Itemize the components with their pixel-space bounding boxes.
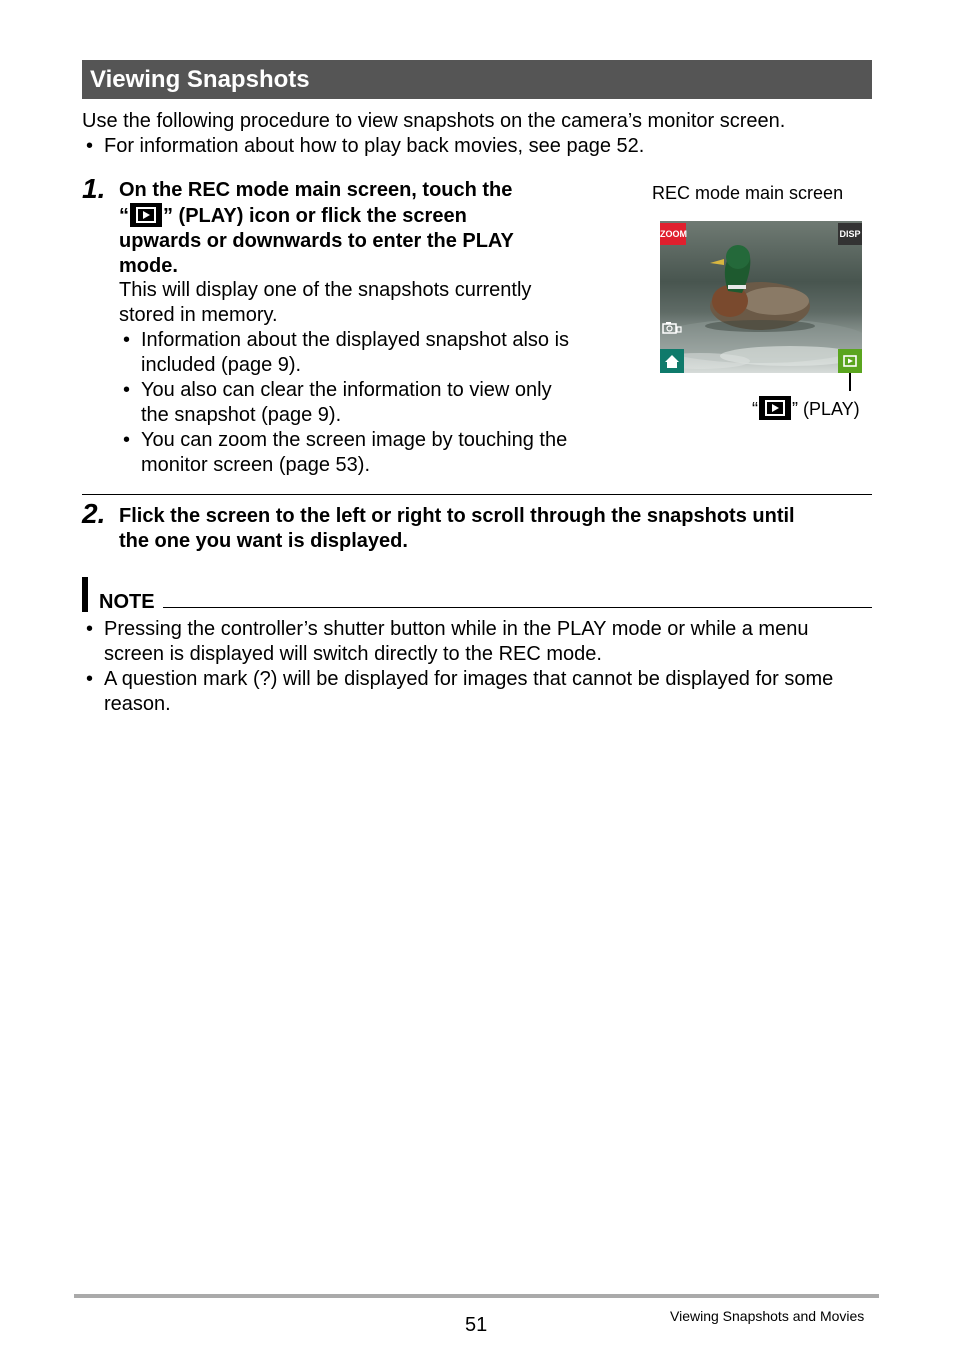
play-icon [130,203,162,227]
bullet-dot: • [123,429,131,451]
footer-chapter: Viewing Snapshots and Movies [670,1308,865,1324]
section-header [82,60,872,99]
step1-bullet-3-line2: monitor screen (page 53). [141,454,371,476]
note-bullet-1-line2: screen is displayed will switch directly to the REC mode. [104,643,602,665]
camera-settings-icon[interactable] [662,321,682,335]
step1-title-line1: On the REC mode main screen, touch the [119,179,513,201]
home-icon [660,349,684,373]
callout-text: ” (PLAY) [792,399,860,419]
step1-title-line3: upwards or downwards to enter the PLAY [119,230,514,252]
play-button[interactable] [838,349,862,373]
play-callout [752,396,860,422]
note-bullet-1 [86,617,809,667]
zoom-label: ZOOM [660,229,687,239]
note-bullet-1-line1: Pressing the controller’s shutter button while in the PLAY mode or while a menu [104,618,809,640]
step-divider [82,494,872,495]
home-button[interactable] [660,349,684,373]
bullet-dot: • [86,135,94,157]
step1-bullet-2-line2: the snapshot (page 9). [141,404,342,426]
intro-bullet-text: For information about how to play back movies, see page 52. [104,135,645,157]
step1-title-line2-rest: ” (PLAY) icon or flick the screen [163,205,467,227]
page-number: 51 [465,1314,488,1336]
duck-photo [660,221,862,373]
step1-title-line4: mode. [119,255,178,277]
callout-open-quote: “ [752,399,758,419]
section-title: Viewing Snapshots [90,66,310,93]
step1-bullet-1-line1: Information about the displayed snapshot also is [141,329,570,351]
step1-bullet-2-line1: You also can clear the information to view only [141,379,552,401]
disp-label: DISP [839,229,861,239]
step1-title [119,178,599,279]
step2-number: 2. [82,498,106,529]
intro-bullet [86,134,645,159]
rec-mode-screen-image [660,221,862,373]
step1-desc-line1: This will display one of the snapshots currently [119,279,532,301]
step1-bullet-1-line2: included (page 9). [141,354,302,376]
note-bullet-2-line2: reason. [104,693,171,715]
step2-title-line2: the one you want is displayed. [119,530,408,552]
bullet-dot: • [123,329,131,351]
note-label: NOTE [99,591,155,613]
step1-number: 1. [82,173,106,204]
camera-icon-svg [662,321,682,335]
note-bullet-2-line1: A question mark (?) will be displayed for images that cannot be displayed for some [104,668,834,690]
step1-open-quote: “ [119,205,129,227]
play-icon [759,396,791,420]
step1-title-line2 [119,203,599,229]
step1-bullet-3 [123,428,568,478]
bullet-dot: • [86,618,94,640]
callout-line [849,373,851,391]
zoom-button[interactable] [660,223,686,245]
bullet-dot: • [86,668,94,690]
disp-button[interactable] [838,223,862,245]
figure-caption: REC mode main screen [652,183,844,203]
intro-text: Use the following procedure to view snapshots on the camera’s monitor screen. [82,110,786,132]
bullet-dot: • [123,379,131,401]
step2-title-line1: Flick the screen to the left or right to scroll through the snapshots until [119,505,795,527]
note-rule [163,607,872,608]
play-screen-icon [838,349,862,373]
step1-bullet-2 [123,378,552,428]
step1-bullet-1 [123,328,570,378]
step1-desc-line2: stored in memory. [119,304,278,326]
step1-bullet-3-line1: You can zoom the screen image by touching the [141,429,568,451]
note-bullet-2 [86,667,834,717]
footer-rule [74,1294,879,1298]
step2-title [119,504,879,554]
step1-description [119,278,599,328]
note-marker [82,577,88,612]
